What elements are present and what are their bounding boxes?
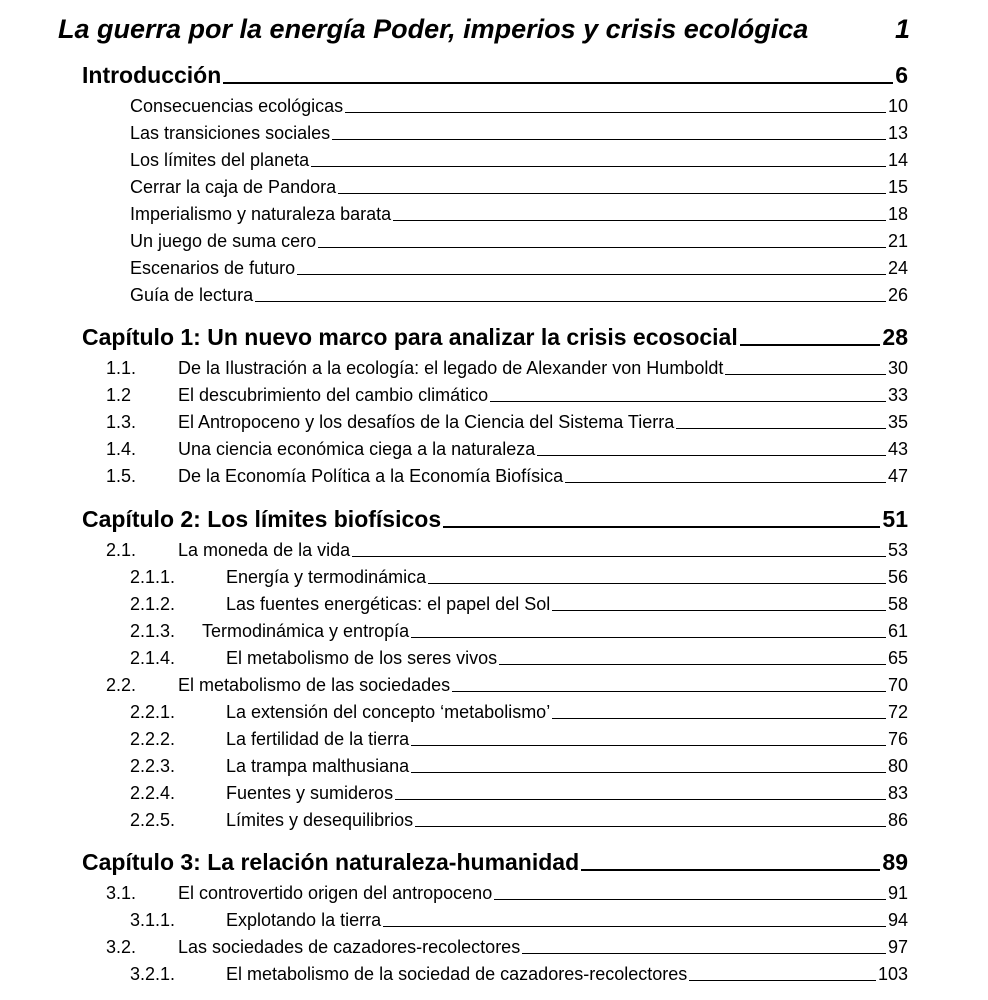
toc-entry-number: 2.2.5.: [130, 810, 176, 830]
toc-entry: [130, 783, 908, 804]
toc-entry-number: 3.2.1.: [130, 964, 176, 984]
toc-entry-page: 83: [887, 783, 908, 803]
toc-leader-line: [676, 428, 886, 429]
toc-entry-page: 6: [895, 62, 908, 88]
toc-entry-title: El descubrimiento del cambio climático: [178, 385, 489, 405]
toc-entry: [106, 883, 908, 904]
toc-entry-number: 3.2.: [106, 937, 137, 957]
toc-leader-line: [552, 610, 886, 611]
toc-entry-page: 94: [887, 910, 908, 930]
toc-entry-title: De la Ilustración a la ecología: el legado de Alexander von Humboldt: [178, 358, 724, 378]
toc-entry: [106, 466, 908, 487]
toc-entry: [106, 439, 908, 460]
toc-entry-title: La fertilidad de la tierra: [226, 729, 410, 749]
toc-leader-line: [689, 980, 876, 981]
toc-entry-title: Fuentes y sumideros: [226, 783, 394, 803]
toc-entry-page: 26: [887, 285, 908, 305]
toc-entry-page: 28: [882, 324, 908, 350]
toc-leader-line: [411, 745, 886, 746]
toc-entry-title: El metabolismo de los seres vivos: [226, 648, 498, 668]
toc-leader-line: [352, 556, 886, 557]
toc-entry-number: 2.1.4.: [130, 648, 176, 668]
toc-entry: [130, 231, 908, 252]
toc-entry: [106, 675, 908, 696]
toc-entry-number: 2.2.4.: [130, 783, 176, 803]
toc-leader-line: [452, 691, 886, 692]
toc-entry-title: Las transiciones sociales: [130, 123, 331, 143]
toc-entry: [130, 621, 908, 642]
toc-entry-page: 24: [887, 258, 908, 278]
toc-entry-page: 10: [887, 96, 908, 116]
toc-entry-page: 72: [887, 702, 908, 722]
toc-entry-page: 58: [887, 594, 908, 614]
toc-entry-page: 97: [887, 937, 908, 957]
toc-entry-title: Escenarios de futuro: [130, 258, 296, 278]
toc-entry-title: Un juego de suma cero: [130, 231, 317, 251]
toc-entry-title: Guía de lectura: [130, 285, 254, 305]
toc-entry: [130, 729, 908, 750]
toc-entry-page: 15: [887, 177, 908, 197]
toc-entry-page: 51: [882, 506, 908, 532]
toc-entry-page: 70: [887, 675, 908, 695]
toc-leader-line: [428, 583, 886, 584]
toc-entry-title: Termodinámica y entropía: [202, 621, 410, 641]
toc-entry-page: 61: [887, 621, 908, 641]
toc-leader-line: [411, 772, 886, 773]
toc-leader-line: [522, 953, 886, 954]
toc-leader-line: [393, 220, 886, 221]
toc-entry: [130, 756, 908, 777]
toc-entry-title: Introducción: [82, 62, 222, 88]
toc-entry: [130, 177, 908, 198]
toc-entry: [130, 964, 908, 985]
toc-entry-page: 89: [882, 849, 908, 875]
toc-entry-page: 103: [877, 964, 908, 984]
toc-leader-line: [318, 247, 886, 248]
toc-leader-line: [552, 718, 886, 719]
toc-entry-number: 3.1.1.: [130, 910, 176, 930]
toc-chapter-entry: [82, 324, 908, 351]
toc-leader-line: [223, 82, 893, 84]
toc-entry-page: 47: [887, 466, 908, 486]
toc-entry-number: 2.1.: [106, 540, 137, 560]
toc-entry-title: Límites y desequilibrios: [226, 810, 414, 830]
toc-leader-line: [395, 799, 886, 800]
toc-entry-number: 1.4.: [106, 439, 137, 459]
document-title-text: La guerra por la energía Poder, imperios y crisis ecológica: [58, 14, 809, 44]
toc-entry-title: El metabolismo de las sociedades: [178, 675, 451, 695]
toc-entry-number: 2.2.3.: [130, 756, 176, 776]
toc-entry-page: 76: [887, 729, 908, 749]
toc-entry: [130, 150, 908, 171]
toc-entry-number: 2.1.1.: [130, 567, 176, 587]
toc-entry-title: Cerrar la caja de Pandora: [130, 177, 337, 197]
toc-entry: [130, 567, 908, 588]
toc-entry-title: La moneda de la vida: [178, 540, 351, 560]
toc-entry-page: 14: [887, 150, 908, 170]
toc-entry-page: 80: [887, 756, 908, 776]
toc-entry: [130, 594, 908, 615]
toc-leader-line: [494, 899, 886, 900]
toc-entry-page: 91: [887, 883, 908, 903]
toc-entry-title: La extensión del concepto ‘metabolismo’: [226, 702, 551, 722]
toc-entry-page: 53: [887, 540, 908, 560]
toc-entry-page: 30: [887, 358, 908, 378]
toc-entry-title: El metabolismo de la sociedad de cazadores-recolectores: [226, 964, 688, 984]
toc-leader-line: [537, 455, 886, 456]
toc-chapter-entry: [82, 506, 908, 533]
toc-entry: [130, 648, 908, 669]
toc-entry-title: Capítulo 3: La relación naturaleza-humanidad: [82, 849, 580, 875]
toc-entry: [106, 358, 908, 379]
toc-leader-line: [383, 926, 886, 927]
toc-leader-line: [332, 139, 886, 140]
toc-leader-line: [338, 193, 886, 194]
toc-chapter-entry: [82, 849, 908, 876]
toc-entry-title: El controvertido origen del antropoceno: [178, 883, 493, 903]
toc-entry-title: Energía y termodinámica: [226, 567, 427, 587]
toc-entry-number: 2.1.2.: [130, 594, 176, 614]
toc-entry-number: 1.5.: [106, 466, 137, 486]
toc-entry: [130, 702, 908, 723]
toc-entry: [130, 204, 908, 225]
toc-entry: [106, 385, 908, 406]
toc-leader-line: [443, 526, 880, 528]
toc-entry-page: 13: [887, 123, 908, 143]
toc-entry: [130, 910, 908, 931]
toc-entry-title: Las sociedades de cazadores-recolectores: [178, 937, 521, 957]
toc-entry-title: Explotando la tierra: [226, 910, 382, 930]
toc-entry-number: 1.2: [106, 385, 132, 405]
toc-entry-number: 1.3.: [106, 412, 137, 432]
toc-leader-line: [297, 274, 886, 275]
toc-entry-page: 33: [887, 385, 908, 405]
toc-entry-page: 65: [887, 648, 908, 668]
toc-leader-line: [490, 401, 886, 402]
toc-entry-page: 43: [887, 439, 908, 459]
toc-entry: [106, 412, 908, 433]
toc-entry-title: Capítulo 2: Los límites biofísicos: [82, 506, 442, 532]
toc-entry: [130, 810, 908, 831]
toc-entry-number: 2.2.2.: [130, 729, 176, 749]
toc-entry-number: 2.2.1.: [130, 702, 176, 722]
toc-entry: [130, 123, 908, 144]
toc-leader-line: [581, 869, 880, 871]
toc-entry-page: 18: [887, 204, 908, 224]
toc-entry-title: Imperialismo y naturaleza barata: [130, 204, 392, 224]
toc-entry-page: 21: [887, 231, 908, 251]
toc-entry-number: 2.1.3.: [130, 621, 176, 641]
toc-entry-title: Consecuencias ecológicas: [130, 96, 344, 116]
toc-entry-title: El Antropoceno y los desafíos de la Ciencia del Sistema Tierra: [178, 412, 675, 432]
toc-entry-title: La trampa malthusiana: [226, 756, 410, 776]
toc-entry: [130, 258, 908, 279]
toc-entry: [106, 937, 908, 958]
toc-leader-line: [725, 374, 886, 375]
toc-leader-line: [345, 112, 886, 113]
toc-entry: [106, 540, 908, 561]
toc-leader-line: [565, 482, 886, 483]
toc-entry-title: Capítulo 1: Un nuevo marco para analizar la crisis ecosocial: [82, 324, 738, 350]
toc-leader-line: [311, 166, 886, 167]
toc-leader-line: [411, 637, 886, 638]
toc-chapter-entry: [82, 62, 908, 89]
toc-entry-number: 1.1.: [106, 358, 137, 378]
toc-leader-line: [255, 301, 886, 302]
toc-entry: [130, 96, 908, 117]
document-title-page: 1: [894, 14, 910, 44]
toc-leader-line: [499, 664, 886, 665]
document-title: [58, 14, 910, 45]
toc-entry-title: Los límites del planeta: [130, 150, 310, 170]
toc-entry-page: 86: [887, 810, 908, 830]
toc-entry-page: 35: [887, 412, 908, 432]
toc-leader-line: [415, 826, 886, 827]
toc-entry-title: De la Economía Política a la Economía Biofísica: [178, 466, 564, 486]
toc-entry-number: 3.1.: [106, 883, 137, 903]
toc-entry-title: Una ciencia económica ciega a la naturaleza: [178, 439, 536, 459]
toc-entry-page: 56: [887, 567, 908, 587]
toc-entry-title: Las fuentes energéticas: el papel del Sol: [226, 594, 551, 614]
toc-entry-number: 2.2.: [106, 675, 137, 695]
toc-entry: [130, 285, 908, 306]
toc-leader-line: [740, 344, 881, 346]
